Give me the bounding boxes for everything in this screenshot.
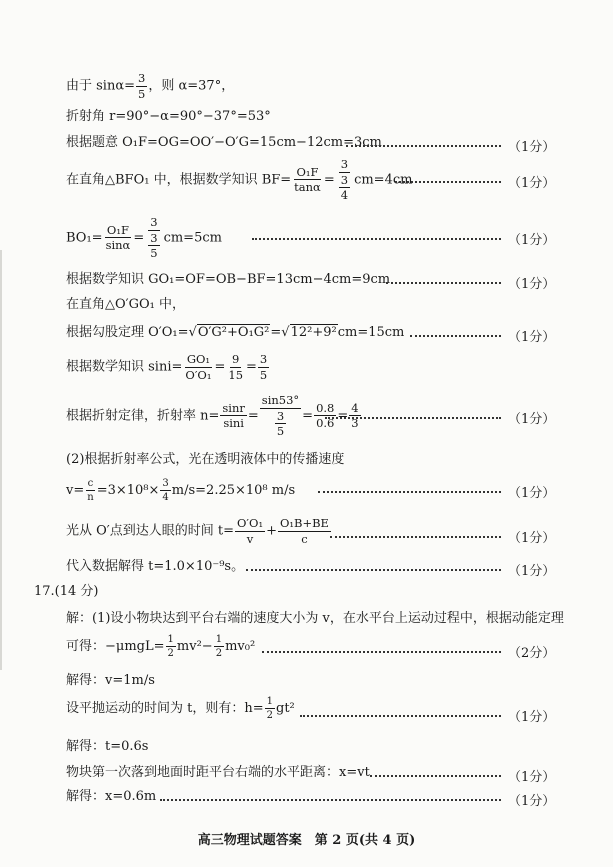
text: = xyxy=(133,230,145,246)
numerator: O₁F xyxy=(106,222,129,237)
score-mark: （1分） xyxy=(508,770,556,785)
numerator: 4 xyxy=(351,400,359,415)
text: = xyxy=(246,359,257,375)
leader-dots xyxy=(252,238,501,240)
denominator: 5 xyxy=(150,246,158,261)
line-sin-i xyxy=(66,353,270,381)
fraction xyxy=(145,216,162,260)
score-mark: （1分） xyxy=(508,412,556,427)
fraction xyxy=(104,224,133,252)
text: cm=5cm xyxy=(163,230,222,246)
denominator: 2 xyxy=(266,710,273,721)
numerator: c xyxy=(87,478,94,489)
fraction xyxy=(183,353,213,381)
line-energy-theorem xyxy=(66,634,255,659)
denominator: 5 xyxy=(138,86,146,101)
text: 由于 sinα= xyxy=(66,78,136,94)
text: = xyxy=(302,408,314,424)
denominator: 0.6 xyxy=(316,416,335,431)
leader-dots xyxy=(346,145,501,147)
line-o1f: 根据题意 O₁F=OG=OO′−O′G=15cm−12cm=3cm xyxy=(66,135,382,150)
denominator: n xyxy=(87,492,94,503)
text: 根据数学知识 sini= xyxy=(66,359,183,375)
text: cm=4cm xyxy=(354,172,413,188)
fraction xyxy=(85,478,95,503)
text: m/s=2.25×10⁸ m/s xyxy=(171,483,296,498)
denominator: 5 xyxy=(259,367,268,382)
numerator: GO₁ xyxy=(186,352,211,366)
line-bf xyxy=(66,158,412,202)
leader-dots xyxy=(300,715,501,717)
fraction xyxy=(136,72,147,100)
nested-fraction xyxy=(275,410,286,438)
fraction xyxy=(258,353,269,381)
numerator: O₁B+BE xyxy=(279,516,329,530)
line-result-t: 代入数据解得 t=1.0×10⁻⁹s。 xyxy=(66,559,245,574)
score-mark: （1分） xyxy=(508,710,556,725)
leader-dots xyxy=(386,282,501,284)
score-mark: （1分） xyxy=(508,330,556,345)
numerator: 3 xyxy=(150,215,158,229)
leader-dots xyxy=(325,417,501,419)
fraction xyxy=(292,166,323,194)
score-mark: （1分） xyxy=(508,531,556,546)
line-refraction-angle: 折射角 r=90°−α=90°−37°=53° xyxy=(66,109,271,124)
fraction xyxy=(260,394,301,438)
denominator: tanα xyxy=(294,180,321,195)
line-triangle: 在直角△O′GO₁ 中， xyxy=(66,297,185,312)
text: 在直角△BFO₁ 中，根据数学知识 BF= xyxy=(66,172,292,188)
leader-dots xyxy=(246,569,501,571)
text: 光从 O′点到达人眼的时间 t= xyxy=(66,523,234,539)
numerator: 3 xyxy=(162,478,169,489)
score-mark: （1分） xyxy=(508,176,556,191)
line-sin-alpha xyxy=(66,72,234,100)
text: BO₁= xyxy=(66,230,103,246)
radicand: 12²+9² xyxy=(290,325,337,340)
score-mark: （1分） xyxy=(508,564,556,579)
text: 根据折射定律，折射率 n= xyxy=(66,408,220,424)
denominator: 5 xyxy=(276,424,285,439)
fraction xyxy=(220,402,246,430)
numerator: 3 xyxy=(259,352,268,366)
numerator: sin53° xyxy=(261,393,300,407)
line-speed xyxy=(66,478,295,503)
sqrt-sign: √ xyxy=(281,325,290,340)
score-mark: （1分） xyxy=(508,140,556,155)
score-mark: （1分） xyxy=(508,277,556,292)
numerator: 1 xyxy=(167,634,174,645)
score-mark: （1分） xyxy=(508,486,556,501)
numerator: sinr xyxy=(222,400,245,415)
numerator: O₁F xyxy=(296,164,319,179)
denominator xyxy=(336,173,353,202)
fraction xyxy=(214,634,224,659)
score-mark: （1分） xyxy=(508,794,556,809)
text: mv₀² xyxy=(225,639,256,654)
text: mv²− xyxy=(176,639,213,654)
sqrt-sign: √ xyxy=(188,325,197,340)
denominator xyxy=(272,409,289,438)
text: gt² xyxy=(276,701,295,716)
leader-dots xyxy=(160,799,501,801)
leader-dots xyxy=(370,775,501,777)
text: 根据勾股定理 O′O₁= xyxy=(66,325,189,340)
fraction xyxy=(336,158,353,202)
text: v= xyxy=(66,483,85,498)
denominator: c xyxy=(301,531,308,546)
numerator: 0.8 xyxy=(316,400,335,415)
numerator: 3 xyxy=(138,71,146,85)
denominator xyxy=(145,231,162,260)
fraction xyxy=(278,517,331,545)
numerator: 1 xyxy=(266,696,273,707)
text: = xyxy=(270,325,282,340)
fraction xyxy=(235,517,265,545)
fraction xyxy=(314,402,336,430)
numerator: 3 xyxy=(150,230,158,245)
text: cm=15cm xyxy=(337,325,405,340)
line-result-x: 解得：x=0.6m xyxy=(66,789,157,804)
question-17-heading: 17.(14 分) xyxy=(34,584,99,599)
denominator: sini xyxy=(223,416,244,431)
numerator: 3 xyxy=(340,172,349,187)
leader-dots xyxy=(410,335,501,337)
denominator: O′O₁ xyxy=(185,367,212,382)
denominator: v xyxy=(246,531,254,546)
line-projectile-time xyxy=(66,696,295,721)
radicand: O′G²+O₁G² xyxy=(197,325,270,340)
fraction xyxy=(160,478,170,503)
line-go1: 根据数学知识 GO₁=OF=OB−BF=13cm−4cm=9cm xyxy=(66,272,391,287)
fraction xyxy=(226,353,245,381)
leader-dots xyxy=(395,181,501,183)
text: + xyxy=(266,523,277,539)
denominator: 2 xyxy=(215,648,223,659)
denominator: 15 xyxy=(228,367,244,382)
fraction xyxy=(265,696,275,721)
line-q17-intro: 解：(1)设小物块达到平台右端的速度大小为 v，在水平台上运动过程中，根据动能定理 xyxy=(66,611,564,626)
line-refractive-index xyxy=(66,394,362,438)
text: = xyxy=(337,408,349,424)
nested-fraction xyxy=(148,232,159,260)
denominator: 3 xyxy=(351,416,359,431)
page-footer: 高三物理试题答案 第 2 页(共 4 页) xyxy=(197,833,416,848)
numerator: 9 xyxy=(232,352,240,366)
denominator: 4 xyxy=(340,188,349,203)
numerator: 3 xyxy=(276,408,285,423)
line-bo1 xyxy=(66,216,222,260)
leader-dots xyxy=(318,491,501,493)
line-time xyxy=(66,517,332,545)
text: 设平抛运动的时间为 t，则有：h= xyxy=(66,701,264,716)
denominator: 2 xyxy=(167,648,174,659)
line-result-time: 解得：t=0.6s xyxy=(66,739,149,754)
numerator: 1 xyxy=(215,634,223,645)
text: =3×10⁸× xyxy=(96,483,160,498)
text: = xyxy=(247,408,259,424)
text: ，则 α=37°， xyxy=(148,78,235,94)
leader-dots xyxy=(330,536,501,538)
denominator: sinα xyxy=(105,238,131,253)
denominator: 4 xyxy=(162,492,169,503)
leader-dots xyxy=(262,651,501,653)
text: 可得：−μmgL= xyxy=(66,639,165,654)
fraction xyxy=(349,402,360,430)
numerator: O′O₁ xyxy=(237,516,264,530)
score-mark: （1分） xyxy=(508,233,556,248)
line-part2-intro: (2)根据折射率公式，光在透明液体中的传播速度 xyxy=(66,452,345,467)
scan-edge-shadow xyxy=(0,250,2,670)
line-pythagoras xyxy=(66,326,404,339)
numerator: 3 xyxy=(340,157,349,171)
line-horizontal-distance: 物块第一次落到地面时距平台右端的水平距离：x=vt xyxy=(66,765,370,780)
line-result-v: 解得：v=1m/s xyxy=(66,673,155,688)
text: = xyxy=(323,172,335,188)
nested-fraction xyxy=(339,174,350,202)
score-mark: （2分） xyxy=(508,646,556,661)
fraction xyxy=(166,634,176,659)
text: = xyxy=(214,359,226,375)
